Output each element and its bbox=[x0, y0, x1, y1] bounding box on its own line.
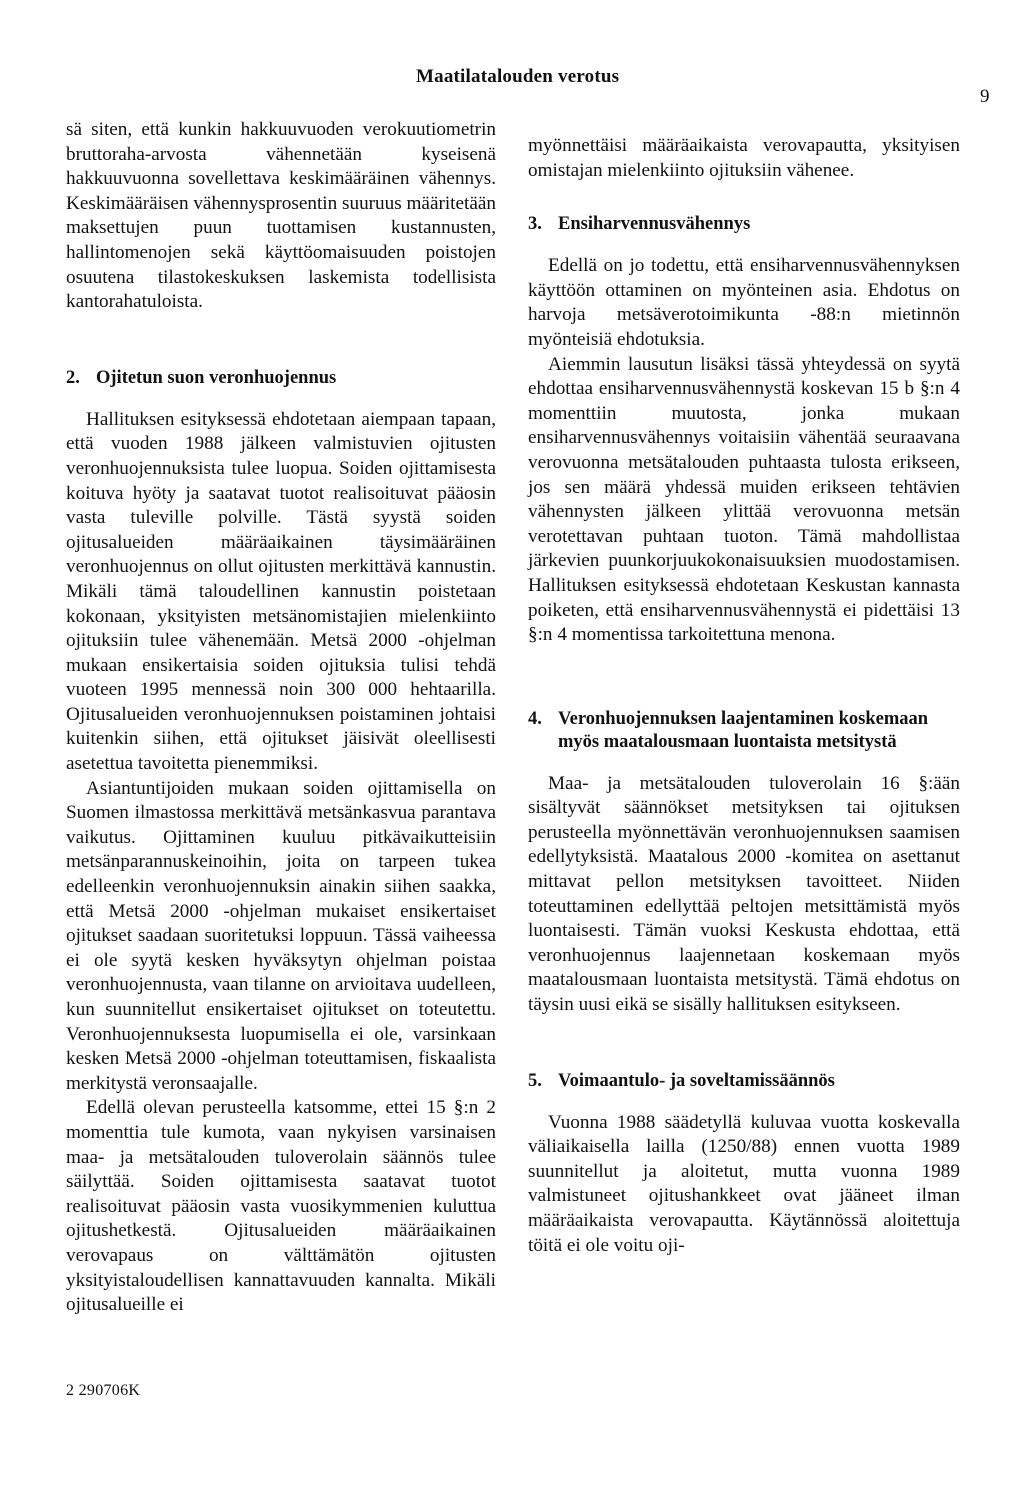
section-3-heading bbox=[528, 213, 960, 236]
section-3-paragraph-1: Edellä on jo todettu, että ensiharvennusvähennyksen käyttöön ottaminen on myönteinen asia. Ehdotus on harvoja metsäverotoimikunta -88:n mietinnön myönteisiä ehdotuksia. bbox=[528, 255, 960, 350]
section-5-heading bbox=[528, 1070, 960, 1093]
print-code: 2 290706K bbox=[66, 1382, 141, 1399]
section-4-paragraph: Maa- ja metsätalouden tuloverolain 16 §:ään sisältyvät säännökset metsityksen tai ojituksen perusteella myönnettävän veronhuojennuksen saamisen edellytyksistä. Maatalous 2000 -komitea on asettanut mittavat pellon metsityksen tavoitteet. Niiden toteuttaminen edellyttää peltojen metsittämistä myös luontaisesti. Tämän vuoksi Keskusta ehdottaa, että veronhuojennus laajennetaan koskemaan myös maatalousmaan luontaista metsitystä. Tämä ehdotus on täysin uusi eikä se sisälly hallituksen esitykseen. bbox=[528, 772, 960, 1016]
section-2-paragraph-1: Hallituksen esityksessä ehdotetaan aiempaan tapaan, että vuoden 1988 jälkeen valmistuvien ojitusten veronhuojennuksista tulee luopua. Soiden ojittamisesta koituva hyöty ja saatavat tuotot realisoituvat pääosin vasta tuleville polville. Tästä syystä soiden ojitusalueiden määräaikainen täysimääräinen veronhuojennus on ollut ojitusten merkittävä kannustin. Mikäli tämä taloudellinen kannustin poistetaan kokonaan, yksityisten metsänomistajien mielenkiinto ojituksiin tulee vähenemään. Metsä 2000 -ohjelman mukaan ensikertaisia soiden ojituksia tulisi tehdä vuoteen 1995 mennessä noin 300 000 hehtaarilla. Ojitusalueiden veronhuojennuksen poistaminen johtaisi kuitenkin siihen, että ojitukset jäisivät oleellisesti asetettua tavoitetta pienemmiksi. bbox=[66, 408, 496, 775]
section-4-number: 4. bbox=[528, 708, 542, 729]
section-2-paragraph-2: Asiantuntijoiden mukaan soiden ojittamisella on Suomen ilmastossa merkittävä metsänkasvua parantava vaikutus. Ojittaminen kuuluu pitkävaikutteisiin metsänparannuskeinoihin, joita on tarpeen tukea edelleenkin veronhuojennuksin ainakin siihen saakka, että Metsä 2000 -ohjelman mukaiset ensikertaiset ojitukset saadaan suoritetuksi loppuun. Tässä vaiheessa ei ole syytä kesken hyväksytyn ohjelman poistaa veronhuojennusta, vaan tilanne on arvioitava uudelleen, kun suunnitellut ensikertaiset ojitukset on toteutettu. Veronhuojennuksesta luopumisella ei ole, varsinkaan kesken Metsä 2000 -ohjelman toteuttamisen, fiskaalista merkitystä veronsaajalle. bbox=[66, 777, 496, 1094]
running-head: Maatilatalouden verotus bbox=[416, 66, 620, 87]
section-2-number: 2. bbox=[66, 367, 80, 388]
section-5-paragraph: Vuonna 1988 säädetyllä kuluvaa vuotta koskevalla väliaikaisella lailla (1250/88) ennen vuotta 1989 suunnitellut ja aloitetut, mutta vuonna 1989 valmistuneet ojitushankkeet ovat jääneet ilman määräaikaista verovapautta. Käytännössä aloitettuja töitä ei ole voitu oji- bbox=[528, 1111, 960, 1256]
right-column bbox=[528, 134, 960, 1258]
section-3-title: Ensiharvennusvähennys bbox=[558, 214, 751, 235]
page-number: 9 bbox=[980, 86, 990, 107]
intro-paragraph: sä siten, että kunkin hakkuuvuoden verokuutiometrin bruttoraha-arvosta vähennetään kyseisenä hakkuuvuonna sovellettava keskimääräinen vähennys. Keskimääräisen vähennysprosentin suuruus määritetään maksettujen puun tuottamisen kustannusten, hallintomenojen sekä käyttöomaisuuden poistojen osuutena tilastokeskuksen laskemista todellisista kantorahatuloista. bbox=[66, 119, 496, 313]
section-5-number: 5. bbox=[528, 1070, 542, 1091]
section-3-paragraph-2: Aiemmin lausutun lisäksi tässä yhteydessä on syytä ehdottaa ensiharvennusvähennystä koskevan 15 b §:n 4 momenttiin muutosta, jonka mukaan ensiharvennusvähennys voitaisiin vähentää seuraavana verovuonna metsätalouden puhtaasta tulosta erikseen, jos sen määrä yhdessä muiden erikseen tehtävien vähennysten jälkeen ylittää verovuonna metsän verotettavan puhtaan tuoton. Tämä mahdollistaa järkevien puunkorjuukokonaisuuksien muodostamisen. Hallituksen esityksessä ehdotetaan Keskustan kannasta poiketen, että ensiharvennusvähennystä ei pidettäisi 13 §:n 4 momentissa tarkoitettuna menona. bbox=[528, 353, 960, 646]
section-2-heading bbox=[66, 367, 496, 390]
left-column bbox=[66, 118, 496, 1318]
section-4-heading bbox=[528, 708, 960, 754]
continuation-paragraph: myönnettäisi määräaikaista verovapautta, yksityisen omistajan mielenkiinto ojituksiin vähenee. bbox=[528, 135, 960, 181]
section-4-title: Veronhuojennuksen laajentaminen koskemaan myös maatalousmaan luontaista metsitystä bbox=[558, 708, 929, 752]
section-3-number: 3. bbox=[528, 214, 542, 235]
section-2-title: Ojitetun suon veronhuojennus bbox=[96, 367, 337, 388]
section-5-title: Voimaantulo- ja soveltamissäännös bbox=[558, 1070, 835, 1091]
section-2-paragraph-3: Edellä olevan perusteella katsomme, ettei 15 §:n 2 momenttia tule kumota, vaan nykyisen varsinaisen maa- ja metsätalouden tuloverolain säännös tulee säilyttää. Soiden ojittamisesta saatavat tuotot realisoituvat pääosin vasta vuosikymmenien kuluttua ojitushetkestä. Ojitusalueiden määräaikainen verovapaus on välttämätön ojitusten yksityistaloudellisen kannattavuuden kannalta. Mikäli ojitusalueille ei bbox=[66, 1097, 496, 1316]
